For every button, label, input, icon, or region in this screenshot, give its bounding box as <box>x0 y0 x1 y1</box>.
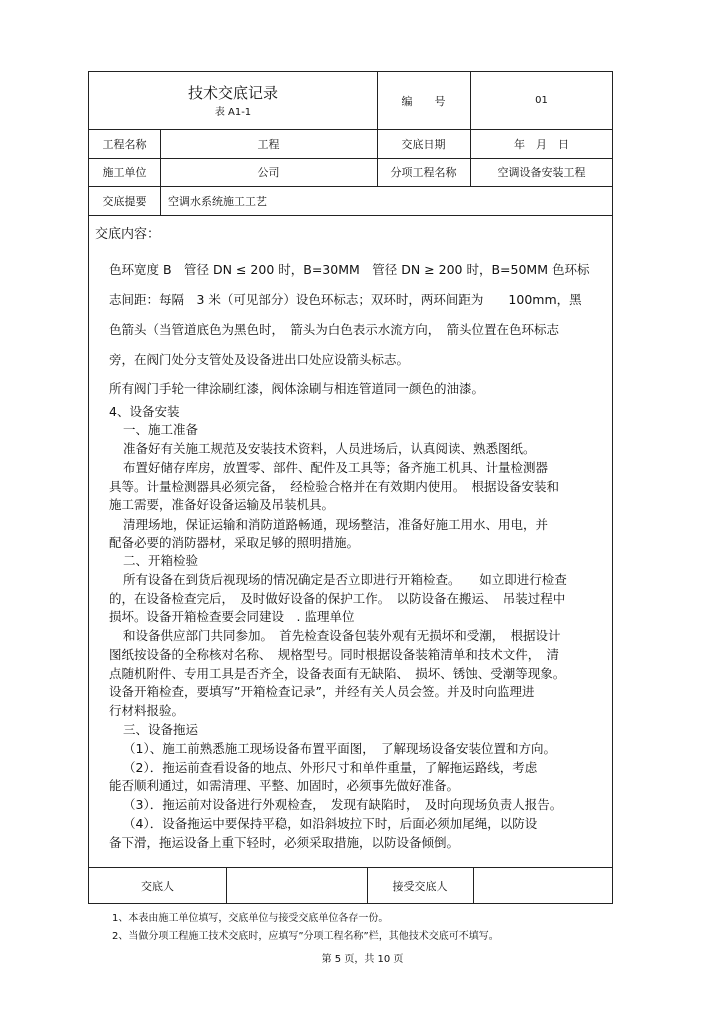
content-line: 设备开箱检查，要填写”开箱检查记录”，并经有关人员会签。并及时向监理进 <box>109 684 535 699</box>
construction-unit-value: 公司 <box>257 166 280 179</box>
subproject-name-value: 空调设备安装工程 <box>497 166 586 179</box>
content-line: 和设备供应部门共同参加。 首先检查设备包装外观有无损坏和受潮， 根据设计 <box>123 628 561 643</box>
receiver-signature-field <box>473 867 613 904</box>
project-name-value: 工程 <box>257 137 280 151</box>
content-line: 施工需要，准备好设备运输及吊装机具。 <box>109 497 335 512</box>
content-line: 能否顺利通过，如需清理、平整、加固时，必须事先做好准备。 <box>109 778 460 793</box>
section-heading: 4、设备安装 <box>109 404 180 419</box>
record-number-label: 编 号 <box>401 94 446 108</box>
summary-value: 空调水系统施工工艺 <box>168 194 267 208</box>
giver-label: 交底人 <box>141 879 174 893</box>
row-divider <box>89 215 612 216</box>
subsection-heading: 二、开箱检验 <box>123 553 199 568</box>
content-line: 清理场地，保证运输和消防道路畅通，现场整洁，准备好施工用水、用电，并 <box>123 517 549 532</box>
content-line: 志间距：每隔 3 米（可见部分）设色环标志；双环时，两环间距为 100mm，黑 <box>109 292 582 307</box>
subsection-heading: 三、设备拖运 <box>123 722 199 737</box>
subsection-heading: 一、施工准备 <box>123 422 199 437</box>
content-line: 所有阀门手轮一律涂刷红漆，阀体涂刷与相连管道同一颜色的油漆。 <box>109 381 485 396</box>
form-title: 技术交底记录 <box>187 84 278 102</box>
disclosure-date-value: 年 月 日 <box>514 137 569 151</box>
content-line: （3）．拖运前对设备进行外观检查， 发现有缺陷时， 及时向现场负责人报告。 <box>123 797 563 812</box>
content-line: 色箭头（当管道底色为黑色时， 箭头为白色表示水流方向， 箭头位置在色环标志 <box>109 322 560 337</box>
content-line: 图纸按设备的全称核对名称、 规格型号。同时根据设备装箱清单和技术文件， 清 <box>109 647 560 662</box>
content-line: 所有设备在到货后视现场的情况确定是否立即进行开箱检查。 如立即进行检查 <box>123 572 567 587</box>
footnote: 1、本表由施工单位填写，交底单位与接受交底单位各存一份。 <box>112 913 389 924</box>
content-line: （1）、施工前熟悉施工现场设备布置平面图， 了解现场设备安装位置和方向。 <box>123 741 556 756</box>
disclosure-date-label: 交底日期 <box>401 137 446 151</box>
content-line: 行材料报验。 <box>109 703 185 718</box>
subproject-name-label: 分项工程名称 <box>390 166 457 179</box>
content-line: 备下滑，拖运设备上重下轻时，必须采取措施，以防设备倾倒。 <box>109 835 460 850</box>
content-line: 配备必要的消防器材，采取足够的照明措施。 <box>109 535 360 550</box>
footnote: 2、当做分项工程施工技术交底时，应填写”分项工程名称”栏，其他技术交底可不填写。 <box>112 931 499 942</box>
content-line: （2）．拖运前查看设备的地点、外形尺寸和单件重量，了解拖运路线，考虑 <box>123 760 538 775</box>
form-number: 表 A1-1 <box>214 107 252 118</box>
page-indicator: 第 5 页，共 10 页 <box>321 954 404 965</box>
record-number-value: 01 <box>535 95 548 106</box>
construction-unit-label: 施工单位 <box>102 166 147 179</box>
content-line: （4）．设备拖运中要保持平稳，如沿斜坡拉下时，后面必须加尾绳，以防设 <box>123 816 538 831</box>
project-name-label: 工程名称 <box>102 137 147 151</box>
content-line: 色环宽度 B 管径 DN ≤ 200 时，B=30MM 管径 DN ≥ 200 时，B=50MM 色环标 <box>109 262 590 277</box>
content-line: 损坏。设备开箱检查要会同建设 . 监理单位 <box>109 609 355 624</box>
receiver-label: 接受交底人 <box>392 879 448 893</box>
content-line: 准备好有关施工规范及安装技术资料，人员进场后，认真阅读、熟悉图纸。 <box>123 441 536 456</box>
content-line: 的，在设备检查完后， 及时做好设备的保护工作。 以防设备在搬运、 吊装过程中 <box>109 591 566 606</box>
content-line: 具等。计量检测器具必须完备， 经检验合格并在有效期内使用。 根据设备安装和 <box>109 479 560 494</box>
content-line: 布置好储存库房，放置零、部件、配件及工具等；备齐施工机具、计量检测器 <box>123 460 549 475</box>
content-label: 交底内容： <box>95 227 161 242</box>
summary-label: 交底提要 <box>102 194 147 208</box>
disclosure-form <box>88 71 613 904</box>
content-line: 旁，在阀门处分支管处及设备进出口处应设箭头标志。 <box>109 352 410 367</box>
content-line: 点随机附件、专用工具是否齐全，设备表面有无缺陷、 损坏、锈蚀、受潮等现象。 <box>109 666 566 681</box>
giver-signature-field <box>226 867 367 904</box>
